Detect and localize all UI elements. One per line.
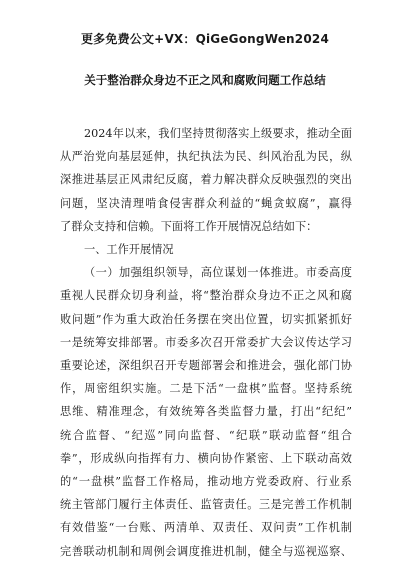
paragraph-line: （一）加强组织领导，高位谋划一体推进。市委高度 bbox=[84, 266, 352, 280]
section-heading: 一、工作开展情况 bbox=[84, 243, 174, 257]
paragraph-line: 完善联动机制和周例会调度推进机制，健全与巡视巡察、 bbox=[60, 544, 352, 558]
paragraph-line: 思维、精准理念，有效统筹各类监督力量，打出“纪纪” bbox=[60, 405, 352, 419]
paragraph-line: 一是统筹安排部署。市委多次召开常委扩大会议传达学习 bbox=[60, 335, 352, 349]
paragraph-line: 败问题”作为重大政治任务摆在突出位置，切实抓紧抓好 bbox=[60, 312, 352, 326]
paragraph-line: 拳”，形成纵向指挥有力、横向协作紧密、上下联动高效 bbox=[60, 451, 352, 465]
paragraph-line: 深推进基层正风肃纪反腐，着力解决群众反映强烈的突出 bbox=[60, 173, 352, 187]
paragraph-line: 重要论述，深组织召开专题部署会和推进会，强化部门协 bbox=[60, 359, 352, 373]
document-body bbox=[60, 122, 352, 563]
paragraph-line: 问题，坚决清理啃食侵害群众利益的“蝇贪蚁腐”，赢得 bbox=[60, 196, 352, 210]
paragraph-line: 统合监督、“纪巡”同向监督、“纪联”联动监督“组合 bbox=[60, 428, 352, 442]
paragraph-line: 从严治党向基层延伸，执纪执法为民、纠风治乱为民，纵 bbox=[60, 150, 352, 164]
paragraph-line: 的“一盘棋”监督工作格局，推动地方党委政府、行业系 bbox=[60, 475, 352, 489]
paragraph-line: 作，周密组织实施。二是下活“一盘棋”监督。坚持系统 bbox=[60, 382, 352, 396]
paragraph-line: 了群众支持和信赖。下面将工作开展情况总结如下： bbox=[60, 219, 318, 233]
paragraph-line: 统主管部门履行主体责任、监管责任。三是完善工作机制 bbox=[60, 498, 352, 512]
paragraph-line: 重视人民群众切身利益，将“整治群众身边不正之风和腐 bbox=[60, 289, 352, 303]
promo-banner: 更多免费公文+VX：QiGeGongWen2024 bbox=[80, 32, 329, 46]
paragraph-line: 有效借鉴“一台账、两清单、双责任、双问责”工作机制 bbox=[60, 521, 352, 535]
paragraph-line: 2024年以来，我们坚持贯彻落实上级要求，推动全面 bbox=[84, 127, 352, 140]
document-title: 关于整治群众身边不正之风和腐败问题工作总结 bbox=[84, 73, 326, 87]
